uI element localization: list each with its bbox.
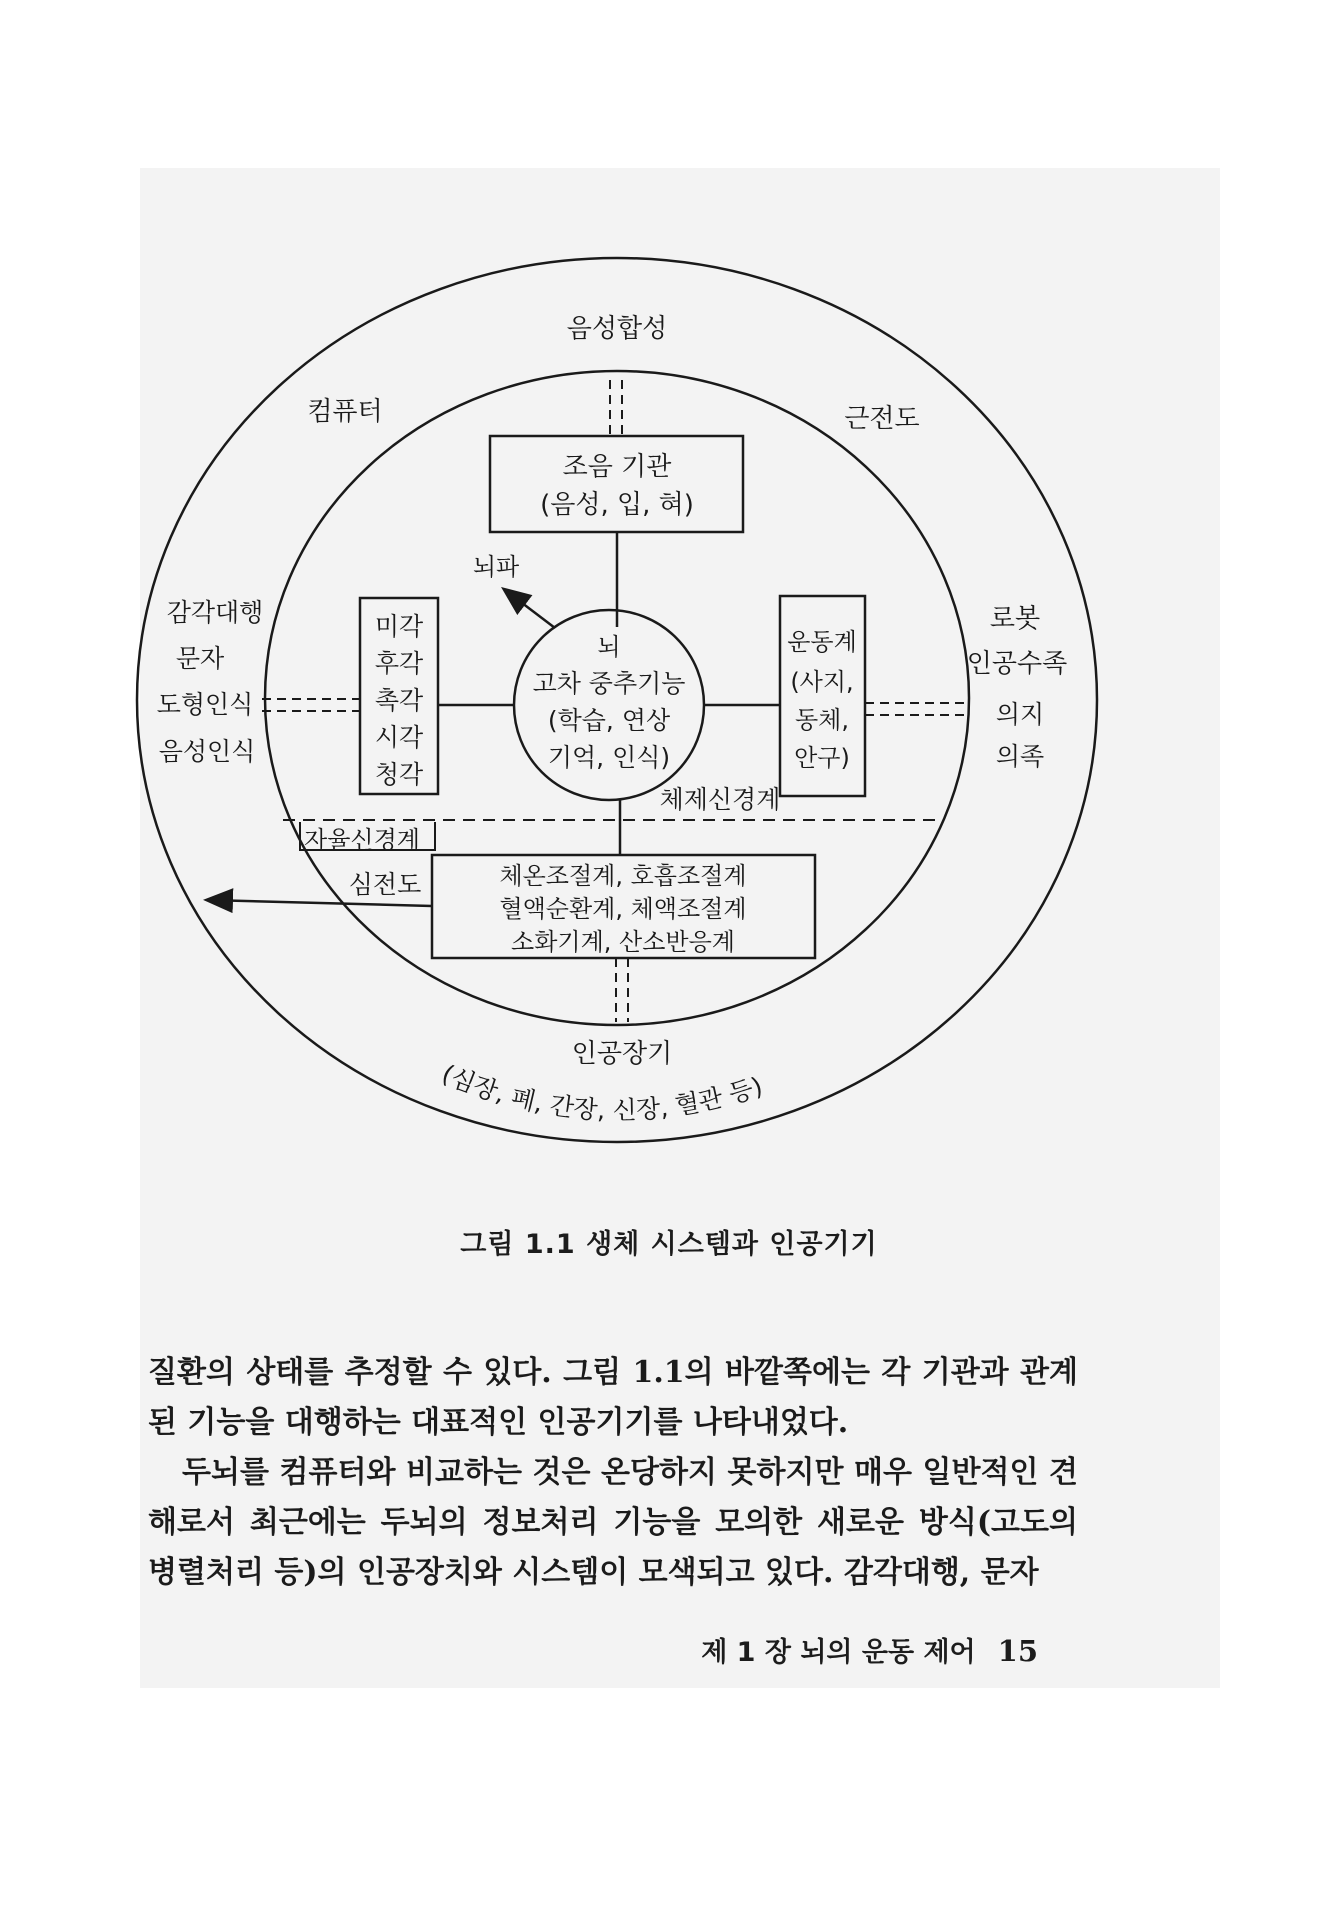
senses-labels <box>375 612 424 789</box>
bottom-dashed-link <box>616 958 628 1022</box>
body-text <box>148 1348 1078 1598</box>
speech-recognition: 음성인식 <box>158 737 256 766</box>
shape-recognition: 도형인식 <box>156 690 254 719</box>
motor-title: 운동계 <box>787 628 857 656</box>
page-number: 15 <box>997 1634 1038 1668</box>
character-recognition: 문자 <box>175 644 225 673</box>
speech-synthesis-label: 음성합성 <box>566 314 668 344</box>
paragraph-2: 두뇌를 컴퓨터와 비교하는 것은 온당하지 못하지만 매우 일반적인 견해로서 최근에는 두뇌의 정보처리 기능을 모의한 새로운 방식(고도의 병렬처리 등)의 인공장치와 시스템이 모색되고 있다. 감각대행, 문자 <box>148 1455 1078 1590</box>
sensory-substitution: 감각대행 <box>166 598 264 627</box>
sense-hearing: 청각 <box>374 760 424 789</box>
brain-wave-label: 뇌파 <box>472 553 520 581</box>
ecg-arrow <box>208 900 432 906</box>
top-dashed-link <box>610 380 622 436</box>
sense-smell: 후각 <box>374 649 424 678</box>
left-dashed-link <box>262 699 360 711</box>
artificial-limb-label: 인공수족 <box>966 649 1068 679</box>
computer-label: 컴퓨터 <box>307 397 383 427</box>
sensory-substitution-labels <box>157 598 264 766</box>
autonomic-label: 자율신경계 <box>304 826 420 854</box>
figure-caption: 그림 1.1 생체 시스템과 인공기기 <box>460 1229 878 1260</box>
emg-label: 근전도 <box>844 404 920 434</box>
chapter-title: 제 1 장 뇌의 운동 제어 <box>701 1637 976 1668</box>
page-footer <box>701 1630 1038 1669</box>
robot-label: 로봇 <box>989 604 1041 634</box>
brain-learning: (학습, 연상 <box>547 706 671 735</box>
motor-limbs: (사지, <box>790 668 854 696</box>
right-dashed-link <box>865 703 968 715</box>
sense-taste: 미각 <box>374 612 424 641</box>
sense-sight: 시각 <box>374 723 424 752</box>
motor-eye: 안구) <box>794 744 850 772</box>
brain-memory: 기억, 인식) <box>547 743 671 772</box>
brain-wave-arrow <box>505 590 555 628</box>
artificial-organs-list: (심장, 폐, 간장, 신장, 혈관 등) <box>437 1058 767 1125</box>
artificial-organs-label: 인공장기 <box>571 1039 673 1069</box>
articulation-detail: (음성, 입, 혀) <box>540 490 694 520</box>
ecg-label: 심전도 <box>348 870 422 899</box>
prosthetic-leg-label: 의족 <box>995 742 1045 771</box>
brain-label: 뇌 <box>597 633 621 661</box>
organs-line-1: 체온조절계, 호흡조절계 <box>499 862 747 890</box>
sense-touch: 촉각 <box>374 686 424 715</box>
organs-line-3: 소화기계, 산소반응계 <box>511 928 735 956</box>
motor-trunk: 동체, <box>795 706 849 734</box>
somatic-label: 체제신경계 <box>659 785 781 814</box>
organs-line-2: 혈액순환계, 체액조절계 <box>499 895 747 923</box>
brain-function: 고차 중추기능 <box>532 669 686 698</box>
prosthetic-hand-label: 의지 <box>995 700 1045 729</box>
articulation-title: 조음 기관 <box>562 452 672 482</box>
paragraph-1: 질환의 상태를 추정할 수 있다. 그림 1.1의 바깥쪽에는 각 기관과 관계된 기능을 대행하는 대표적인 인공기기를 나타내었다. <box>148 1355 1078 1440</box>
